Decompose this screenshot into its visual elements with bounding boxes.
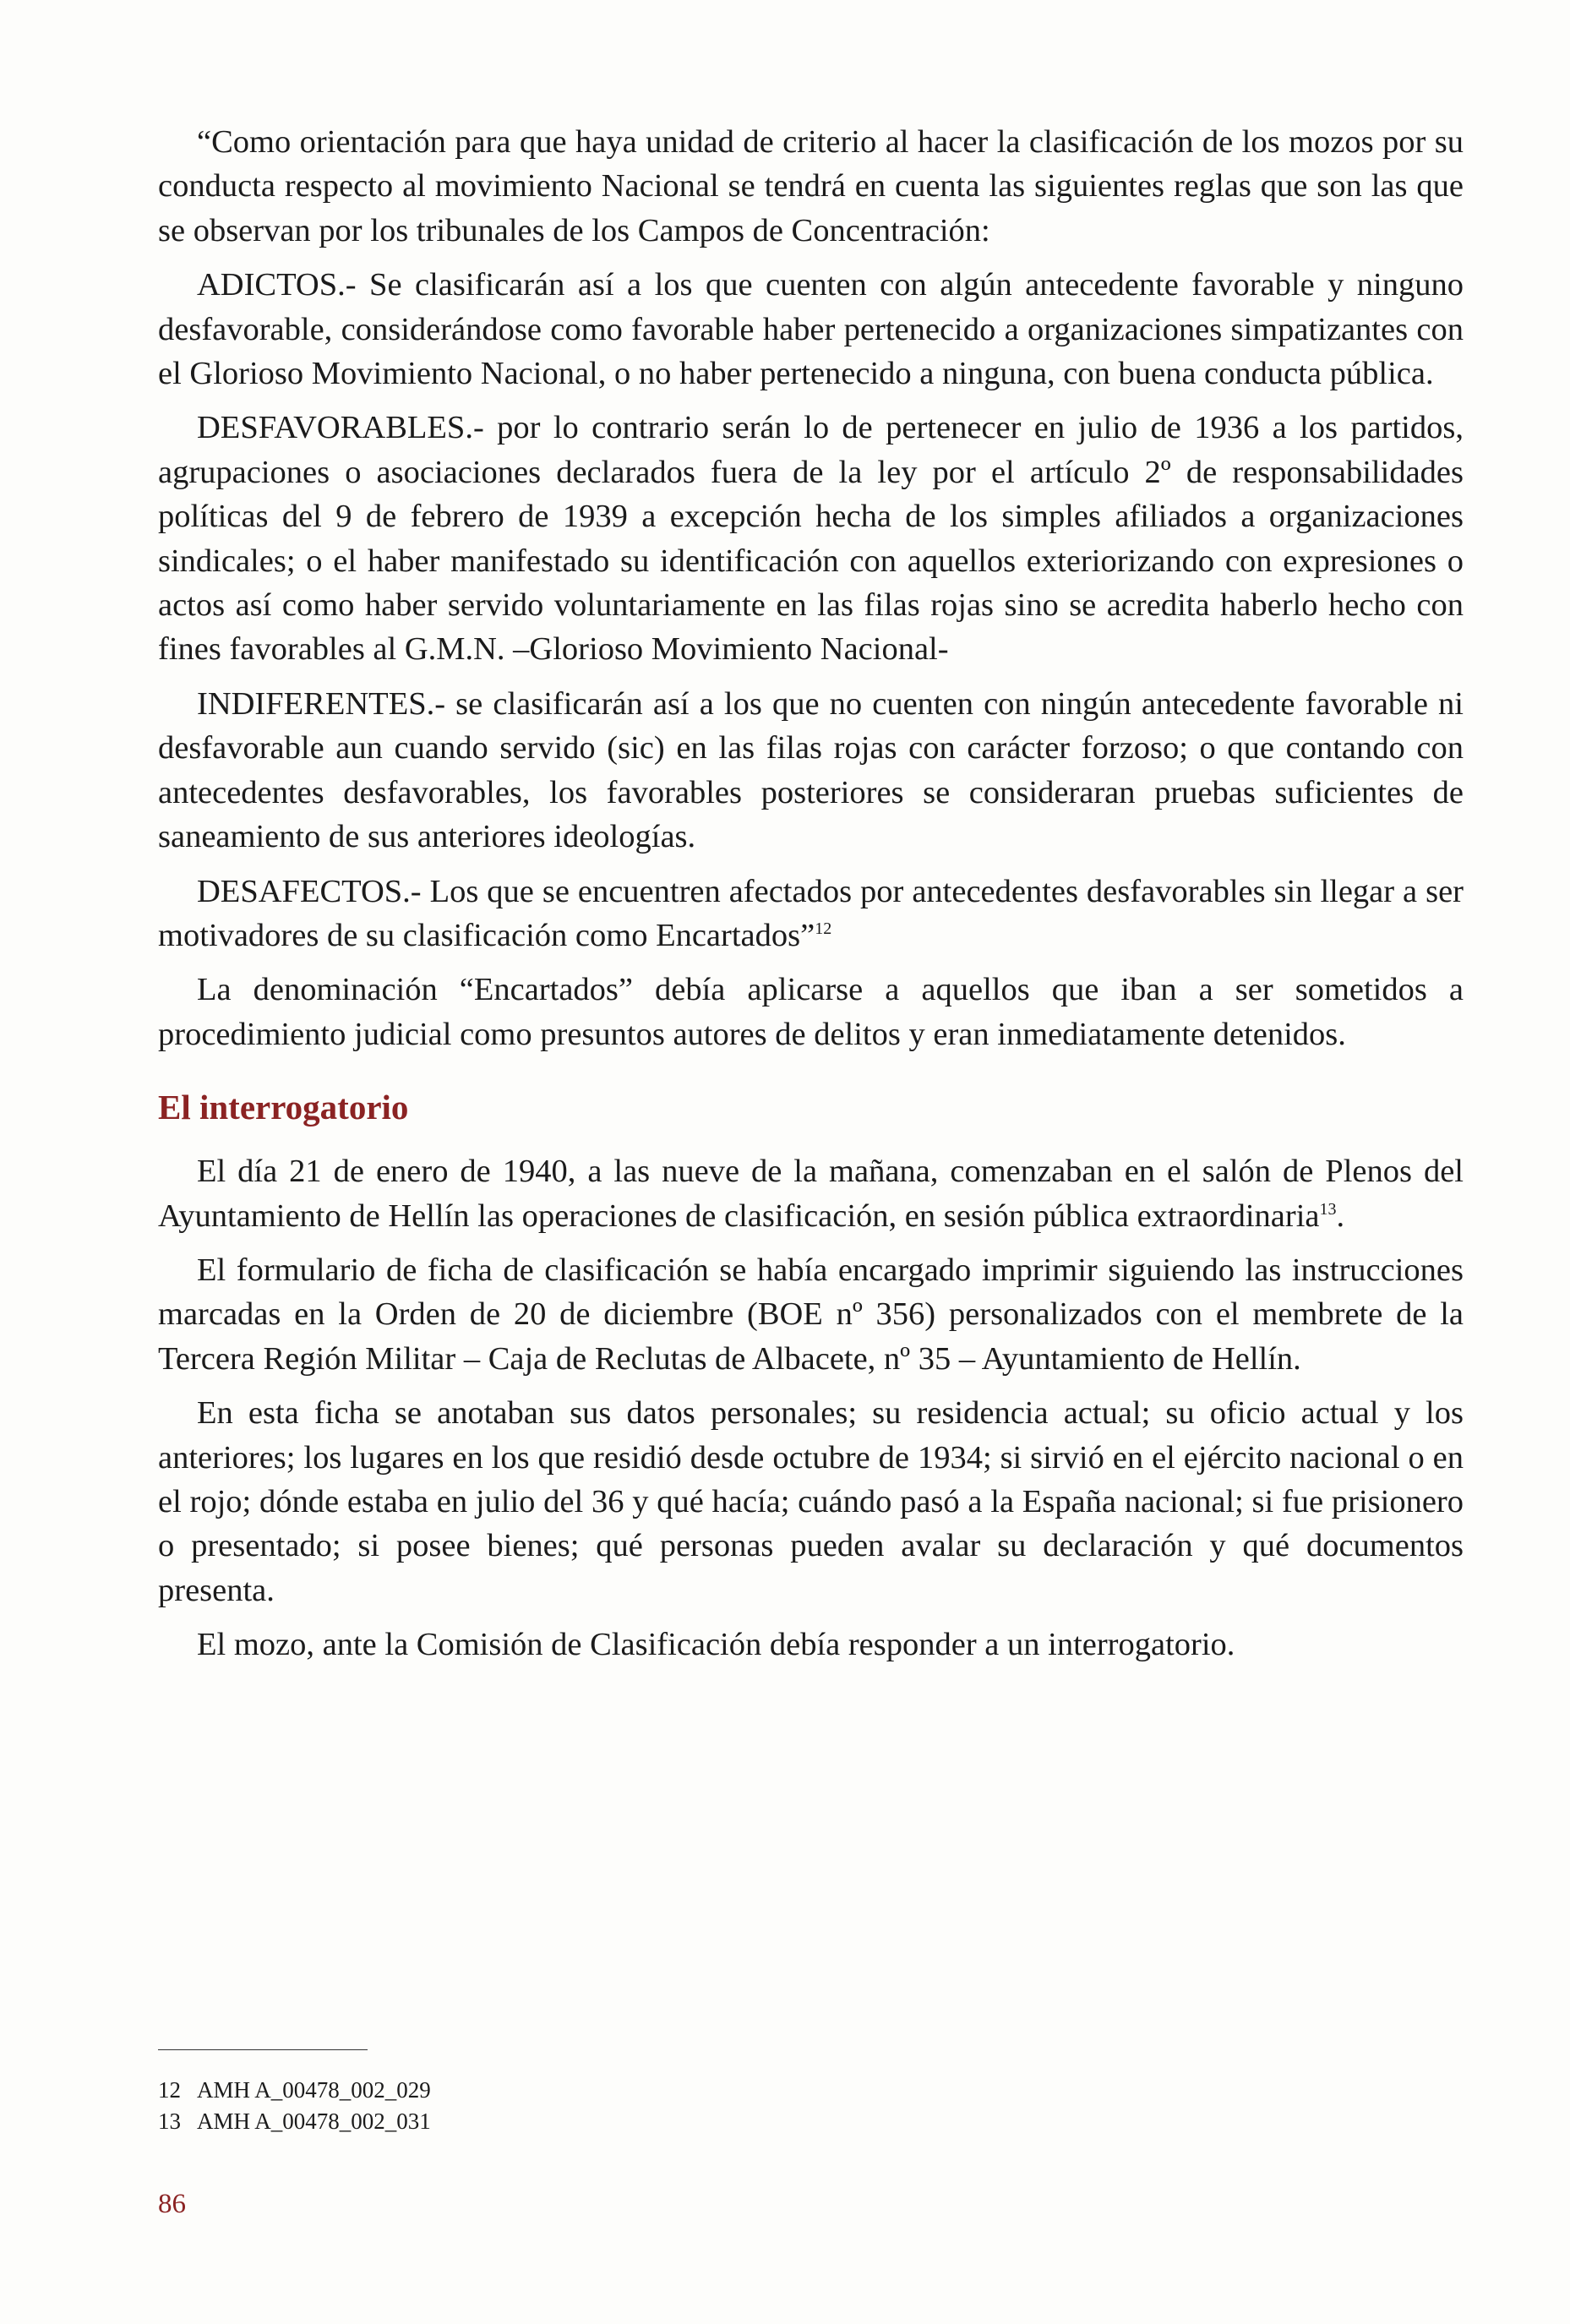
paragraph-text: El día 21 de enero de 1940, a las nueve de la mañana, comenzaban en el salón de Plenos del Ayuntamiento de Hellín las operaciones de clasificación, en sesión pública extraordinaria	[158, 1154, 1464, 1234]
paragraph-text: La denominación “Encartados” debía aplicarse a aquellos que iban a ser sometidos a procedimiento judicial como presuntos autores de delitos y eran inmediatamente detenidos.	[158, 972, 1464, 1052]
footnote-divider	[158, 2049, 368, 2050]
paragraph-text: En esta ficha se anotaban sus datos personales; su residencia actual; su oficio actual y los anteriores; los lugares en los que residió desde octubre de 1934; si sirvió en el ejército nacional o en el rojo; dónde estaba en julio del 36 y qué hacía; cuándo pasó a la España nacional; si fue prisionero o presentado; si posee bienes; qué personas pueden avalar su declaración y qué documentos presenta.	[158, 1395, 1464, 1608]
paragraph-intro-quote	[158, 120, 1464, 253]
paragraph-encartados	[158, 968, 1464, 1056]
footnote-text: AMH A_00478_002_029	[197, 2077, 431, 2103]
paragraph-formulario	[158, 1248, 1464, 1381]
page-number: 86	[158, 2189, 186, 2219]
footnote-ref-13[interactable]: 13	[1319, 1199, 1337, 1219]
paragraph-text: El mozo, ante la Comisión de Clasificación debía responder a un interrogatorio.	[197, 1627, 1235, 1663]
paragraph-interrogatorio	[158, 1623, 1464, 1667]
footnote-12	[158, 2075, 431, 2106]
footnote-number: 12	[158, 2077, 181, 2103]
paragraph-text: DESAFECTOS.- Los que se encuentren afectados por antecedentes desfavorables sin llegar a ser motivadores de su clasificación como Encartados”	[158, 873, 1464, 953]
section-heading: El interrogatorio	[158, 1088, 409, 1127]
paragraph-text: “Como orientación para que haya unidad de criterio al hacer la clasificación de los mozos por su conducta respecto al movimiento Nacional se tendrá en cuenta las siguientes reglas que son las que se observan por los tribunales de los Campos de Concentración:	[158, 124, 1464, 248]
paragraph-desfavorables	[158, 406, 1464, 671]
paragraph-text: ADICTOS.- Se clasificarán así a los que cuenten con algún antecedente favorable y ninguno desfavorable, considerándose como favorable haber pertenecido a organizaciones simpatizantes con el Glorioso Movimiento Nacional, o no haber pertenecido a ninguna, con buena conducta pública.	[158, 267, 1464, 392]
footnotes	[158, 2075, 431, 2137]
main-text	[158, 120, 1464, 1678]
paragraph-desafectos	[158, 870, 1464, 958]
paragraph-ficha	[158, 1391, 1464, 1612]
paragraph-session-date	[158, 1149, 1464, 1238]
footnote-text: AMH A_00478_002_031	[197, 2109, 431, 2134]
footnote-ref-12[interactable]: 12	[815, 919, 832, 939]
paragraph-text: DESFAVORABLES.- por lo contrario serán lo de pertenecer en julio de 1936 a los partidos, agrupaciones o asociaciones declarados fuera de la ley por el artículo 2º de responsabilidades políticas del 9 de febrero de 1939 a excepción hecha de los simples afiliados a organizaciones sindicales; o el haber manifestado su identificación con aquellos exteriorizando con expresiones o actos así como haber servido voluntariamente en las filas rojas sino se acredita haberlo hecho con fines favorables al G.M.N. –Glorioso Movimiento Nacional-	[158, 410, 1464, 668]
footnote-13	[158, 2106, 431, 2137]
paragraph-indiferentes	[158, 682, 1464, 859]
footnote-number: 13	[158, 2109, 181, 2134]
paragraph-text: El formulario de ficha de clasificación se había encargado imprimir siguiendo las instrucciones marcadas en la Orden de 20 de diciembre (BOE nº 356) personalizados con el membrete de la Tercera Región Militar – Caja de Reclutas de Albacete, nº 35 – Ayuntamiento de Hellín.	[158, 1252, 1464, 1377]
paragraph-text: INDIFERENTES.- se clasificarán así a los que no cuenten con ningún antecedente favorable ni desfavorable aun cuando servido (sic) en las filas rojas con carácter forzoso; o que contando con antecedentes desfavorables, los favorables posteriores se consideraran pruebas suficientes de saneamiento de sus anteriores ideologías.	[158, 685, 1464, 855]
paragraph-text-end: .	[1336, 1197, 1345, 1234]
paragraph-adictos	[158, 263, 1464, 396]
